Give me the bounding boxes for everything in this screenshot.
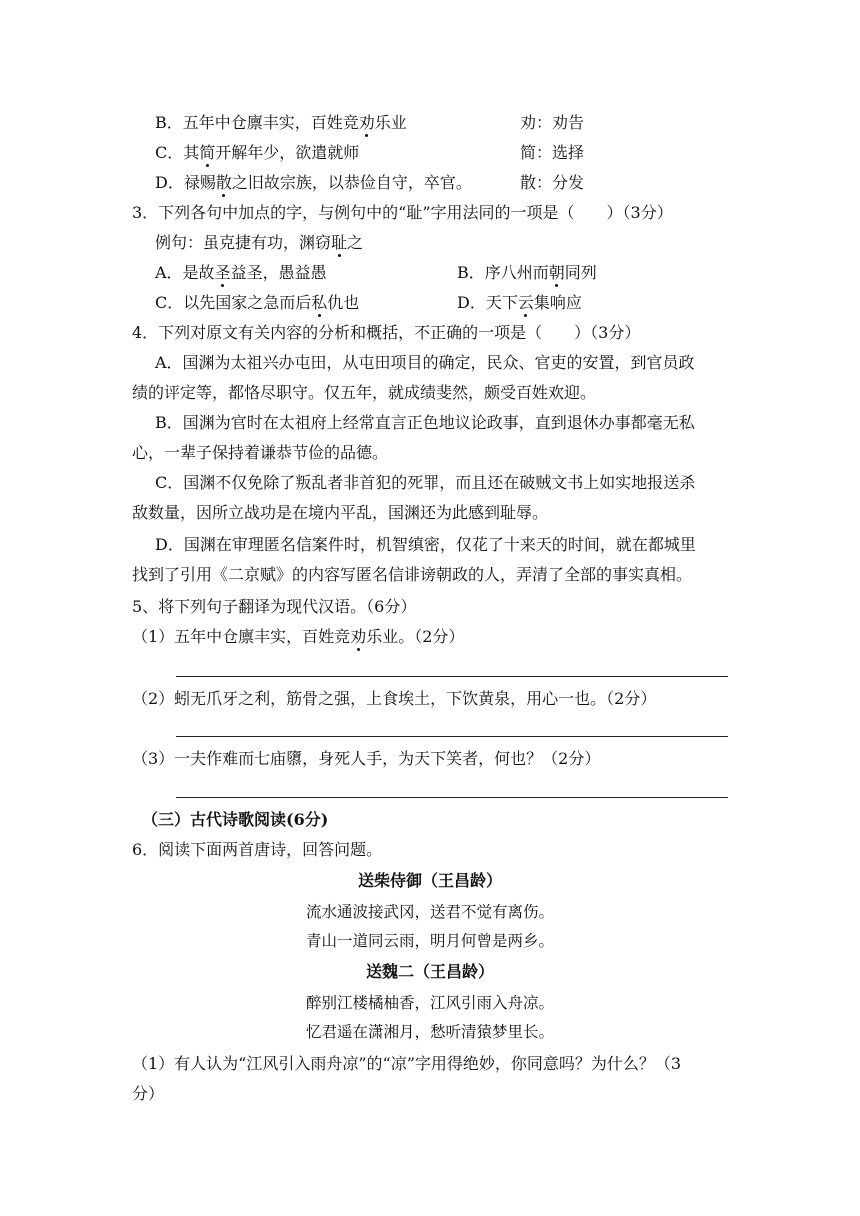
q4-option-c-line2: 敌数量，因所立战功是在境内平乱，国渊还为此感到耻辱。 (132, 503, 549, 522)
q3-example-post: 之 (347, 233, 364, 252)
q5-sentence-2: （2）蚓无爪牙之利，筋骨之强，上食埃土，下饮黄泉，用心一也。（2分） (132, 689, 657, 708)
q2-b-text-post: 乐业 (374, 113, 407, 132)
q2-b-text-pre: B．五年中仓廪丰实，百姓竞 (155, 113, 359, 132)
q3-d-pre: D．天下 (457, 293, 518, 312)
q6-subquestion-1-line1: （1）有人认为“江风引入雨舟凉”的“凉”字用得绝妙，你同意吗？为什么？（3 (132, 1054, 682, 1073)
poem-1-line-1: 流水通波接武冈，送君不觉有离伤。 (305, 903, 554, 921)
q3-d-post: 集响应 (533, 293, 582, 312)
q4-option-a-line2: 绩的评定等，都恪尽职守。仅五年，就成绩斐然，颇受百姓欢迎。 (132, 383, 597, 402)
q3-b-pre: B．序八州而 (457, 263, 549, 282)
q2-d-text-post: 之旧故宗族，以恭俭自守，卒官。 (231, 173, 472, 192)
q5-s1-post: 乐业。（2分） (366, 627, 465, 646)
q3-option-c (155, 293, 359, 313)
q2-c-text-pre: C．其 (155, 143, 200, 162)
q3-d-dotted-char: 云 (517, 293, 534, 312)
section-heading-poetry: （三）古代诗歌阅读(6分) (142, 810, 329, 829)
poem-2-title: 送魏二（王昌龄） (365, 962, 494, 981)
q5-answer-line-3[interactable] (176, 797, 728, 798)
q4-option-d-line1: D．国渊在审理匿名信案件时，机智缜密，仅花了十来天的时间，就在都城里 (155, 535, 696, 554)
q4-option-d-line2: 找到了引用《二京赋》的内容写匿名信诽谤朝政的人，弄清了全部的事实真相。 (132, 565, 693, 584)
q3-example-pre: 例句：虽克捷有功，渊窃 (155, 233, 332, 252)
q3-a-pre: A．是故 (155, 263, 215, 282)
q3-example (155, 233, 363, 253)
q2-d-gloss: 散：分发 (520, 173, 585, 192)
q2-c-text-post: 开解年少，欲遣就师 (215, 143, 360, 162)
q4-stem: 4．下列对原文有关内容的分析和概括，不正确的一项是（ ）（3分） (132, 323, 641, 342)
q5-answer-line-2[interactable] (176, 736, 728, 737)
q2-option-c (155, 143, 359, 163)
poem-2-line-2: 忆君遥在潇湘月，愁听清猿梦里长。 (305, 1023, 554, 1041)
q2-c-dotted-char: 简 (199, 143, 216, 162)
q2-b-gloss: 劝：劝告 (520, 113, 585, 132)
q6-stem: 6．阅读下面两首唐诗，回答问题。 (132, 840, 383, 859)
q2-b-dotted-char: 劝 (358, 113, 375, 132)
q2-d-dotted-char: 散 (215, 173, 232, 192)
q5-stem: 5、将下列句子翻译为现代汉语。（6分） (132, 597, 417, 616)
q3-stem: 3．下列各句中加点的字，与例句中的“耻”字用法同的一项是（ ）（3分） (132, 203, 673, 222)
poem-1-title: 送柴侍御（王昌龄） (357, 871, 502, 890)
q3-option-a (155, 263, 327, 283)
q3-b-post: 同列 (564, 263, 597, 282)
poem-2-line-1: 醉别江楼橘柚香，江风引雨入舟凉。 (305, 994, 554, 1012)
q4-option-b-line2: 心，一辈子保持着谦恭节俭的品德。 (132, 443, 389, 462)
q2-option-d (155, 173, 472, 193)
q6-subquestion-1-line2: 分） (132, 1084, 165, 1103)
q5-sentence-3: （3）一夫作难而七庙隳，身死人手，为天下笑者，何也？（2分） (132, 749, 601, 768)
q5-s1-pre: （1）五年中仓廪丰实，百姓竞 (132, 627, 351, 646)
q2-option-b (155, 113, 407, 133)
q4-option-c-line1: C．国渊不仅免除了叛乱者非首犯的死罪，而且还在破贼文书上如实地报送杀 (155, 473, 696, 492)
q4-option-b-line1: B．国渊为官时在太祖府上经常直言正色地议论政事，直到退休办事都毫无私 (155, 413, 695, 432)
q2-c-gloss: 简：选择 (520, 143, 585, 162)
q3-b-dotted-char: 朝 (548, 263, 565, 282)
q3-a-post: 益圣，愚益愚 (230, 263, 327, 282)
q5-answer-line-1[interactable] (176, 676, 728, 677)
q3-option-d (457, 293, 582, 313)
q3-c-post: 仇也 (327, 293, 360, 312)
q5-sentence-1 (132, 627, 464, 647)
q3-a-dotted-char: 圣 (214, 263, 231, 282)
q3-option-b (457, 263, 597, 283)
q3-example-dotted-char: 耻 (331, 233, 348, 252)
q4-option-a-line1: A．国渊为太祖兴办屯田，从屯田项目的确定，民众、官吏的安置，到官员政 (155, 353, 695, 372)
q5-s1-dotted-char: 劝 (350, 627, 367, 646)
q3-c-pre: C．以先国家之急而后 (155, 293, 312, 312)
q3-c-dotted-char: 私 (311, 293, 328, 312)
poem-1-line-2: 青山一道同云雨，明月何曾是两乡。 (305, 932, 554, 950)
q2-d-text-pre: D．禄赐 (155, 173, 216, 192)
